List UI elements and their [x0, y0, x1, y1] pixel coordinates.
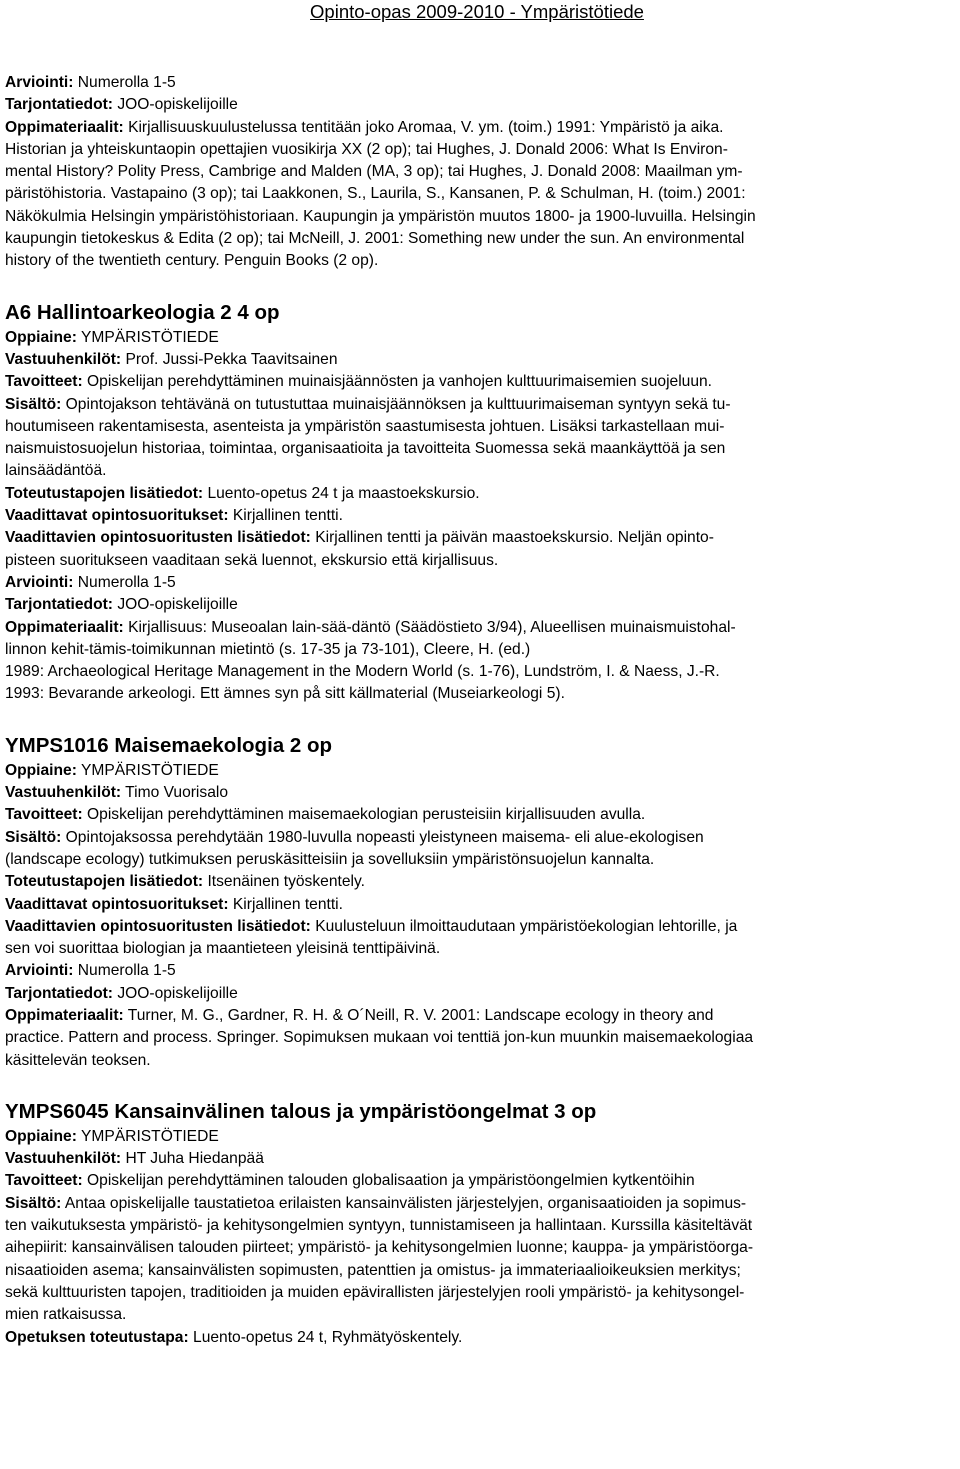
field-label: Vaadittavat opintosuoritukset:: [5, 895, 229, 913]
field-label: Vastuuhenkilöt:: [5, 784, 122, 802]
field-oppimateriaalit: [5, 1005, 949, 1027]
field-value: Numerolla 1-5: [77, 962, 176, 980]
field-oppiaine: [5, 1126, 949, 1148]
field-label: Tarjontatiedot:: [5, 96, 113, 114]
field-value: Kirjallinen tentti.: [232, 507, 343, 525]
text-line: Turner, M. G., Gardner, R. H. & O´Neill, R. V. 2001: Landscape ecology in theory and: [127, 1006, 714, 1024]
field-vastuuhenkilot: [5, 1148, 949, 1170]
field-value: Numerolla 1-5: [77, 573, 176, 591]
text-line: päristöhistoria. Vastapaino (3 op); tai Laakkonen, S., Laurila, S., Kansanen, P. & Schulman, H. (toim.) 2001:: [5, 185, 746, 203]
course-a6: [5, 299, 949, 706]
field-value: Luento-opetus 24 t ja maastoekskursio.: [207, 484, 480, 502]
field-label: Sisältö:: [5, 1194, 62, 1212]
text-line: 1989: Archaeological Heritage Management in the Modern World (s. 1-76), Lundström, I. & Naess, J.-R.: [5, 663, 720, 681]
text-line: Kirjallisuuskuulustelussa tentitään joko Aromaa, V. ym. (toim.) 1991: Ympäristö ja aika.: [128, 118, 724, 136]
field-value: Kirjallinen tentti.: [232, 895, 343, 913]
previous-course-tail: [5, 72, 949, 273]
field-value: YMPÄRISTÖTIEDE: [80, 1127, 219, 1145]
field-value: Opiskelijan perehdyttäminen talouden globalisaation ja ympäristöongelmien kytkentöihin: [87, 1172, 695, 1190]
field-value: HT Juha Hiedanpää: [125, 1150, 264, 1168]
field-sisalto: [5, 1193, 949, 1215]
field-value: JOO-opiskelijoille: [117, 596, 238, 614]
field-sisalto: [5, 394, 949, 416]
text-line: Kirjallinen tentti ja päivän maastoekskursio. Neljän opinto-: [315, 529, 714, 547]
field-value: Opiskelijan perehdyttäminen maisemaekologian perusteisiin kirjallisuuden avulla.: [87, 806, 646, 824]
field-label: Tarjontatiedot:: [5, 984, 113, 1002]
text-line: mental History? Polity Press, Cambrige and Malden (MA, 3 op); tai Hughes, J. Donald 2008: Maailman ym-: [5, 163, 743, 181]
field-label: Oppimateriaalit:: [5, 118, 124, 136]
text-line: naismuistosuojelun historiaa, toimintaa, organisaatioita ja tavoitteita Suomessa sekä maankäyttöä ja sen: [5, 440, 726, 458]
field-value: Timo Vuorisalo: [125, 784, 229, 802]
field-label: Tavoitteet:: [5, 1172, 83, 1190]
field-vaadittavat-opintosuoritukset: [5, 505, 949, 527]
text-line: kaupungin tietokeskus & Edita (2 op); tai McNeill, J. 2001: Something new under the sun. An environmental: [5, 230, 745, 248]
field-label: Vastuuhenkilöt:: [5, 1150, 122, 1168]
field-tarjontatiedot: [5, 594, 949, 616]
text-line: Näkökulmia Helsingin ympäristöhistoriaan. Kaupungin ja ympäristön muutos 1800- ja 1900-luvuilla. Helsingin: [5, 207, 756, 225]
field-label: Oppiaine:: [5, 1127, 77, 1145]
field-arviointi: [5, 960, 949, 982]
field-label: Vaadittavien opintosuoritusten lisätiedot:: [5, 917, 311, 935]
field-label: Sisältö:: [5, 828, 62, 846]
field-value: YMPÄRISTÖTIEDE: [80, 761, 219, 779]
field-vastuuhenkilot: [5, 782, 949, 804]
field-vaadittavien-lisatiedot: [5, 916, 949, 938]
text-line: linnon kehit-tämis-toimikunnan mietintö (s. 17-35 ja 73-101), Cleere, H. (ed.): [5, 640, 531, 658]
field-arviointi: [5, 72, 949, 94]
field-tavoitteet: [5, 371, 949, 393]
field-value: Itsenäinen työskentely.: [207, 873, 365, 891]
header-title[interactable]: Opinto-opas 2009-2010 - Ympäristötiede: [310, 1, 644, 22]
field-oppimateriaalit: [5, 117, 949, 139]
field-label: Tavoitteet:: [5, 373, 83, 391]
text-line: lainsäädäntöä.: [5, 462, 107, 480]
text-line: practice. Pattern and process. Springer. Sopimuksen mukaan voi tenttiä jon-kun muunkin maisemaekologiaa: [5, 1029, 754, 1047]
text-line: sen voi suorittaa biologian ja maantieteen yleisinä tenttipäivinä.: [5, 940, 441, 958]
course-ymps6045: [5, 1098, 949, 1349]
text-line: aihepiirit: kansainvälisen talouden piirteet; ympäristö- ja kehitysongelmien luonne; kauppa- ja ympäristöorga-: [5, 1239, 754, 1257]
field-label: Arviointi:: [5, 74, 74, 91]
course-title: YMPS1016 Maisemaekologia 2 op: [5, 733, 332, 757]
field-value: Opiskelijan perehdyttäminen muinaisjäännösten ja vanhojen kulttuurimaisemien suojeluun.: [87, 373, 713, 391]
text-line: nisaatioiden asema; kansainvälisten sopimusten, patenttien ja omistus- ja immateriaalioikeuksien merkitys;: [5, 1261, 741, 1279]
field-label: Opetuksen toteutustapa:: [5, 1328, 189, 1346]
text-line: Opintojaksossa perehdytään 1980-luvulla nopeasti yleistyneen maisema- eli alue-ekologisen: [65, 828, 704, 846]
field-vaadittavat-opintosuoritukset: [5, 894, 949, 916]
course-ymps1016: [5, 732, 949, 1072]
text-line: Historian ja yhteiskuntaopin opettajien vuosikirja XX (2 op); tai Hughes, J. Donald 2006: What Is Environ-: [5, 140, 728, 158]
text-line: Kuulusteluun ilmoittaudutaan ympäristöekologian lehtorille, ja: [315, 917, 738, 935]
field-label: Tarjontatiedot:: [5, 596, 113, 614]
field-tavoitteet: [5, 1170, 949, 1192]
text-line: mien ratkaisussa.: [5, 1306, 127, 1324]
field-oppimateriaalit: [5, 617, 949, 639]
field-label: Oppiaine:: [5, 761, 77, 779]
field-label: Oppimateriaalit:: [5, 618, 124, 636]
field-opetuksen-toteutustapa: [5, 1327, 949, 1349]
course-title: A6 Hallintoarkeologia 2 4 op: [5, 300, 280, 324]
text-line: ten vaikutuksesta ympäristö- ja kehitysongelmien syntyyn, tunnistamiseen ja hallintaan. Kurssilla käsiteltävät: [5, 1217, 753, 1235]
text-line: Antaa opiskelijalle taustatietoa erilaisten kansainvälisten järjestelyjen, organisaatioiden ja sopimus-: [64, 1194, 747, 1212]
text-line: (landscape ecology) tutkimuksen peruskäsitteisiin ja sovelluksiin ympäristönsuojelun kannalta.: [5, 850, 655, 868]
field-vaadittavien-lisatiedot: [5, 527, 949, 549]
course-title: YMPS6045 Kansainvälinen talous ja ympäristöongelmat 3 op: [5, 1099, 597, 1123]
field-value: Luento-opetus 24 t, Ryhmätyöskentely.: [193, 1328, 463, 1346]
text-line: käsittelevän teoksen.: [5, 1051, 151, 1069]
field-label: Tavoitteet:: [5, 806, 83, 824]
page-header: [5, 0, 949, 24]
field-value: YMPÄRISTÖTIEDE: [80, 328, 219, 346]
field-label: Oppimateriaalit:: [5, 1006, 124, 1024]
field-label: Oppiaine:: [5, 328, 77, 346]
field-label: Toteutustapojen lisätiedot:: [5, 873, 204, 891]
field-toteutustapojen-lisatiedot: [5, 871, 949, 893]
field-label: Vastuuhenkilöt:: [5, 350, 122, 368]
field-oppiaine: [5, 327, 949, 349]
field-label: Arviointi:: [5, 962, 74, 980]
text-line: houtumiseen rakentamisesta, asenteista ja ympäristön saastumisesta johtuen. Lisäksi tarkastellaan mui-: [5, 417, 725, 435]
text-line: history of the twentieth century. Penguin Books (2 op).: [5, 252, 379, 270]
field-label: Toteutustapojen lisätiedot:: [5, 484, 204, 502]
text-line: Opintojakson tehtävänä on tutustuttaa muinaisjäännöksen ja kulttuurimaiseman syntyyn sekä tu-: [65, 395, 731, 413]
field-label: Vaadittavat opintosuoritukset:: [5, 507, 229, 525]
field-tavoitteet: [5, 804, 949, 826]
text-line: Kirjallisuus: Museoalan lain-sää-däntö (Säädöstieto 3/94), Alueellisen muinaismuistohal-: [128, 618, 736, 636]
field-label: Arviointi:: [5, 573, 74, 591]
field-toteutustapojen-lisatiedot: [5, 483, 949, 505]
text-line: sekä kulttuuristen tapojen, traditioiden ja muiden epävirallisten järjestelyjen rooli ympäristö- ja kehitysongel-: [5, 1283, 745, 1301]
field-oppiaine: [5, 760, 949, 782]
field-tarjontatiedot: [5, 94, 949, 116]
field-value: JOO-opiskelijoille: [117, 984, 238, 1002]
field-value: Prof. Jussi-Pekka Taavitsainen: [125, 350, 338, 368]
field-value: JOO-opiskelijoille: [117, 96, 238, 114]
field-label: Vaadittavien opintosuoritusten lisätiedot:: [5, 529, 311, 547]
field-value: Numerolla 1-5: [77, 74, 176, 91]
text-line: 1993: Bevarande arkeologi. Ett ämnes syn på sitt källmaterial (Museiarkeologi 5).: [5, 685, 565, 703]
text-line: pisteen suoritukseen vaaditaan sekä luennot, ekskursio että kirjallisuus.: [5, 551, 499, 569]
field-sisalto: [5, 827, 949, 849]
field-tarjontatiedot: [5, 983, 949, 1005]
field-vastuuhenkilot: [5, 349, 949, 371]
field-arviointi: [5, 572, 949, 594]
field-label: Sisältö:: [5, 395, 62, 413]
